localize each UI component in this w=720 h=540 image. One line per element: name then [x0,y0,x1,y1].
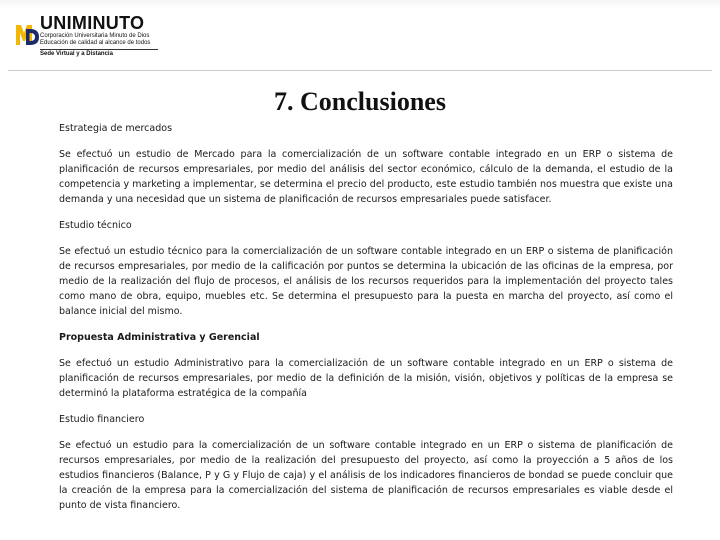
section-body: Se efectuó un estudio técnico para la comercialización de un software contable integrado en un ERP o sistema de planificación de recursos empresariales, por medio de la calificación por puntos se determina la ubicación de las oficinas de la empresa, por medio de la realización del flujo de procesos, el análisis de los recursos requeridos para la implementación del proyecto tales como mano de obra, equipo, muebles etc. Se determina el presupuesto para la puesta en marcha del proyecto, así como el balance inicial del mismo. [59,246,673,317]
page-title: 7. Conclusiones [274,87,446,116]
section-heading: Estudio técnico [59,220,132,231]
uniminuto-md-icon [14,15,40,55]
section-body: Se efectuó un estudio de Mercado para la comercialización de un software contable integrado en un ERP o sistema de planificación de recursos empresariales, por medio del análisis del sector económico, cálculo de la demanda, el estudio de la competencia y marketing a implementar, se determina el precio del producto, este estudio también nos muestra que existe una demanda y una necesidad que un sistema de planificación de recursos empresariales puede satisfacer. [59,149,673,205]
logo-campus: Sede Virtual y a Distancia [40,51,113,57]
section-estudio-tecnico [59,218,673,319]
header-divider [8,70,712,71]
uniminuto-logo [14,13,154,63]
section-estrategia-mercados [59,121,673,207]
logo-divider [40,49,158,50]
logo-subtitle: Corporación Universitaria Minuto de Dios [40,33,150,39]
section-propuesta-administrativa [59,330,673,401]
section-heading: Propuesta Administrativa y Gerencial [59,332,260,343]
section-estudio-financiero [59,412,673,513]
section-heading: Estrategia de mercados [59,123,173,134]
logo-tagline: Educación de calidad al alcance de todos [40,40,151,46]
section-body: Se efectuó un estudio Administrativo para la comercialización de un software contable integrado en un ERP o sistema de planificación de recursos empresariales, por medio de la definición de la misión, visión, objetivos y políticas de la empresa se determinó la plataforma estratégica de la compañía [59,358,673,399]
section-heading: Estudio financiero [59,414,145,425]
slide-content [59,121,673,524]
top-rule [0,0,720,8]
logo-name: UNIMINUTO [40,13,145,33]
section-body: Se efectuó un estudio para la comercialización de un software contable integrado en un ERP o sistema de planificación de recursos empresariales, por medio de la realización del presupuesto del proyecto, así como la proyección a 5 años de los estudios financieros (Balance, P y G y Flujo de caja) y el análisis de los indicadores financieros de bondad se puede concluir que la creación de la empresa para la comercialización del sistema de planificación de recursos empresariales es viable desde el punto de vista financiero. [59,440,673,511]
